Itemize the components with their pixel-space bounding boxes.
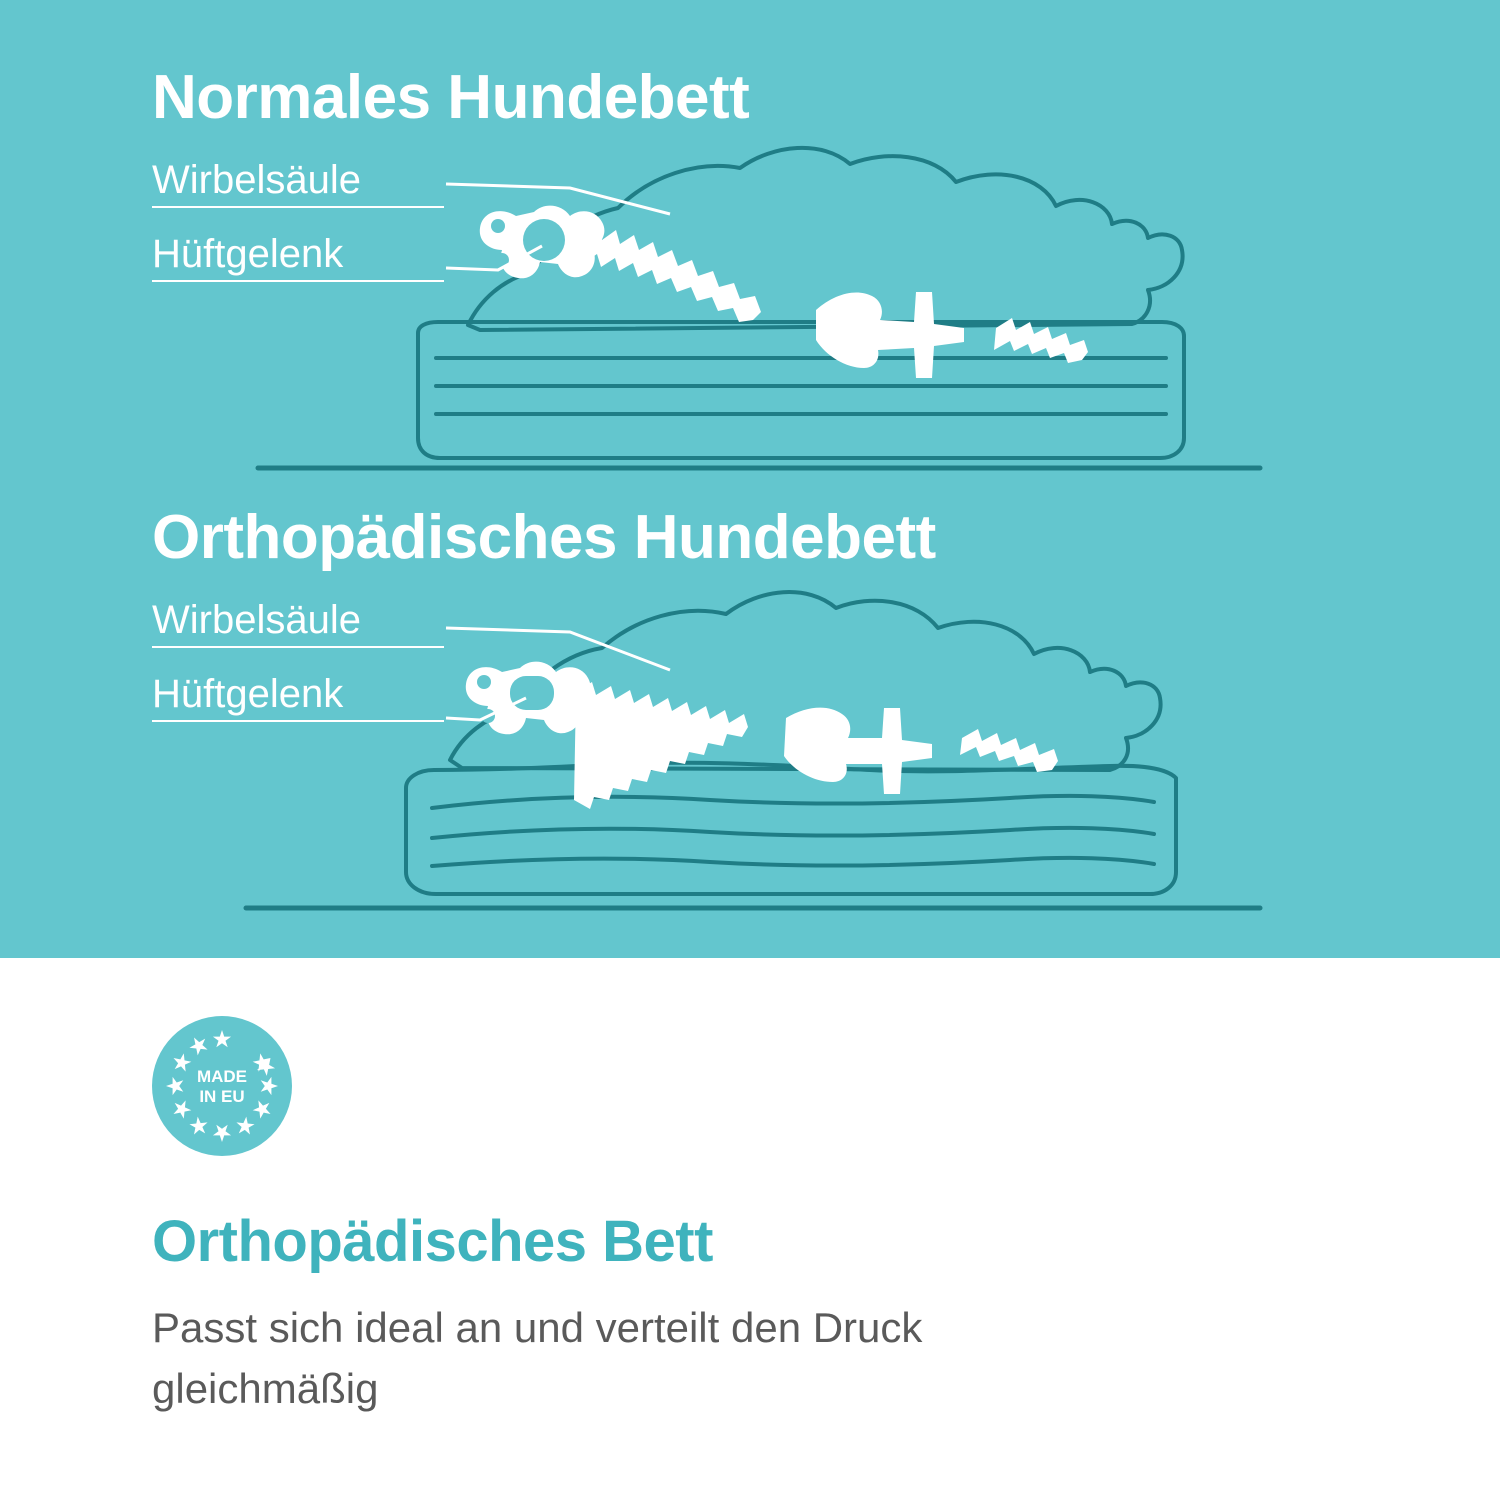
orthopedic-bed-drawing [150,560,1350,940]
illustration-orthopedic-bed [150,560,1350,940]
callout-label-hip: Hüftgelenk [152,674,444,722]
skeleton-normal [480,206,1088,378]
made-in-eu-badge [152,1016,292,1156]
normal-bed-drawing [150,120,1350,500]
summary-title: Orthopädisches Bett [152,1209,713,1274]
badge-line1: MADE [196,1067,248,1086]
summary-panel [0,958,1500,1500]
badge-line2: IN EU [199,1087,245,1106]
skeleton-orthopedic [466,662,1058,809]
summary-body: Passt sich ideal an und verteilt den Druck gleichmäßig [152,1304,923,1412]
section-title-orthopedic-bed: Orthopädisches Hundebett [152,503,936,572]
callout-label-spine: Wirbelsäule [152,600,444,648]
made-in-eu-stars-badge-icon [152,1016,292,1156]
illustration-normal-bed [150,120,1350,500]
callout-label-spine: Wirbelsäule [152,160,444,208]
section-title-normal-bed: Normales Hundebett [152,63,750,132]
callout-label-hip: Hüftgelenk [152,234,444,282]
